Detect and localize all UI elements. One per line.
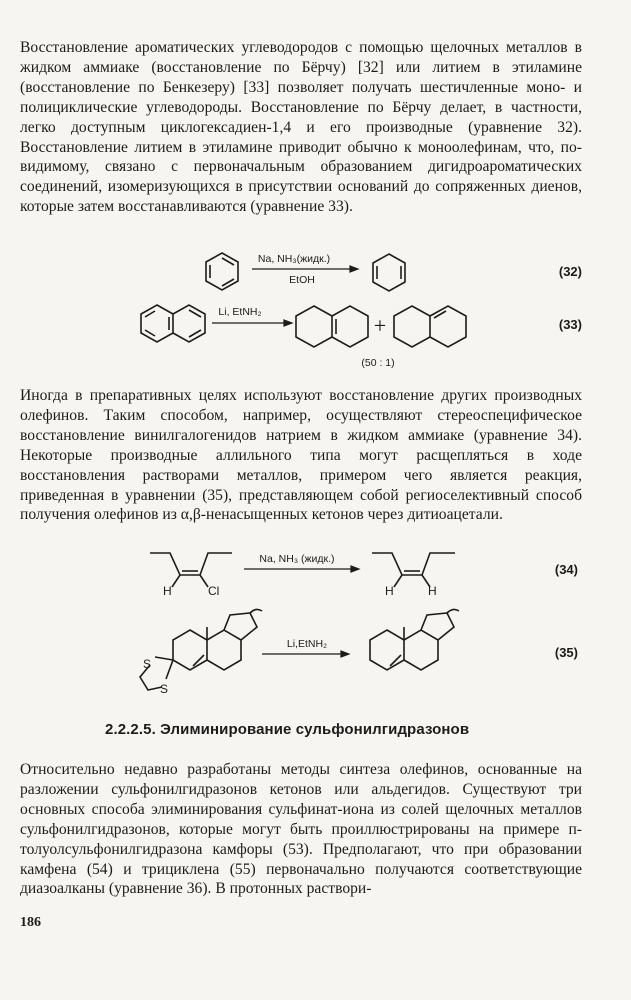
reaction-32-arrow bbox=[252, 266, 358, 272]
paragraph-birch-reduction: Восстановление ароматических углеводородов с помощью щелочных металлов в жидком аммиаке (восстановление по Бёрчу) [32] или литием в этиламине (восстановление по Бенкезеру) [33] позволяет получать шестичленные моно- и полициклические углеводороды. Восстановление по Бёрчу делает, в частности, легко доступным циклогексадиен-1,4 и его производные (уравнение 32). Восстановление литием в этиламине приводит обычно к моноолефинам, что, по-видимому, связано с первоначальным образованием дигидроароматических соединений, изомеризующихся в присутствии оснований до сопряженных диенов, которые затем восстанавливаются (уравнение 33). bbox=[20, 39, 582, 216]
naphthalene-structure bbox=[141, 305, 205, 342]
atom-s-1: S bbox=[143, 657, 152, 671]
section-heading: 2.2.2.5. Элиминирование сульфонилгидразонов bbox=[105, 721, 470, 738]
paragraph-other-reductions: Иногда в препаративных целях используют восстановление других производных олефинов. Таким способом, например, осуществляют стереоспецифическое восстановление винилгалогенидов натрием в жидком аммиаке (уравнение 34). Некоторые производные аллильного типа могут расщепляться в ходе восстановления растворами металлов, примером чего является реакция, приведенная в уравнении (35), представляющем собой региоселективный способ получения олефинов из α,β-ненасыщенных кетонов через дитиоацетали. bbox=[20, 387, 582, 524]
reaction-33-reagents: Li, EtNH₂ bbox=[218, 306, 262, 318]
reaction-35-arrow bbox=[262, 651, 349, 657]
dithioacetal-steroid-structure bbox=[140, 609, 262, 690]
reaction-35-scheme bbox=[0, 605, 631, 700]
reaction-32-scheme bbox=[0, 250, 631, 300]
octalin-1-structure bbox=[296, 306, 368, 347]
reaction-34-scheme bbox=[0, 545, 631, 605]
olefin-steroid-product-structure bbox=[370, 609, 459, 670]
reaction-35-reagents: Li,EtNH₂ bbox=[286, 638, 328, 650]
reaction-34-reagents: Na, NH₃ (жидк.) bbox=[259, 553, 335, 565]
octalin-2-structure bbox=[394, 306, 466, 347]
alkene-product-structure bbox=[372, 553, 455, 587]
reaction-33-arrow bbox=[212, 320, 292, 326]
equation-number-35: (35) bbox=[554, 645, 578, 660]
reaction-32-reagents: Na, NH₃(жидк.) bbox=[257, 253, 331, 265]
cyclohexadiene-structure bbox=[373, 254, 405, 291]
benzene-structure bbox=[206, 253, 238, 290]
reaction-34-arrow bbox=[244, 566, 359, 572]
equation-number-33: (33) bbox=[558, 317, 582, 332]
atom-h-2: H bbox=[385, 584, 394, 598]
paragraph-sulfonylhydrazone-elimination: Относительно недавно разработаны методы синтеза олефинов, основанные на разложении сульфонилгидразонов кетонов или альдегидов. Существуют три основных способа элиминирования сульфинат-иона из солей щелочных металлов сульфонилгидразонов, которые могут быть проиллюстрированы на примере п-толуолсульфонилгидразона камфоры (53). Предполагают, что при образовании камфена (54) и трициклена (55) первоначально получаются соответствующие диазоалканы (уравнение 36). В протонных раствори- bbox=[20, 761, 582, 898]
plus-sign: + bbox=[373, 313, 387, 338]
atom-h-1: H bbox=[163, 584, 172, 598]
atom-s-2: S bbox=[160, 682, 169, 696]
atom-h-3: H bbox=[428, 584, 437, 598]
equation-number-32: (32) bbox=[558, 264, 582, 279]
page-number: 186 bbox=[20, 915, 41, 930]
vinyl-chloride-structure bbox=[150, 553, 232, 587]
reaction-33-scheme bbox=[0, 300, 631, 375]
reaction-32-solvent: EtOH bbox=[289, 274, 315, 286]
equation-number-34: (34) bbox=[554, 562, 578, 577]
atom-cl: Cl bbox=[208, 584, 220, 598]
reaction-33-ratio: (50 : 1) bbox=[361, 357, 395, 369]
